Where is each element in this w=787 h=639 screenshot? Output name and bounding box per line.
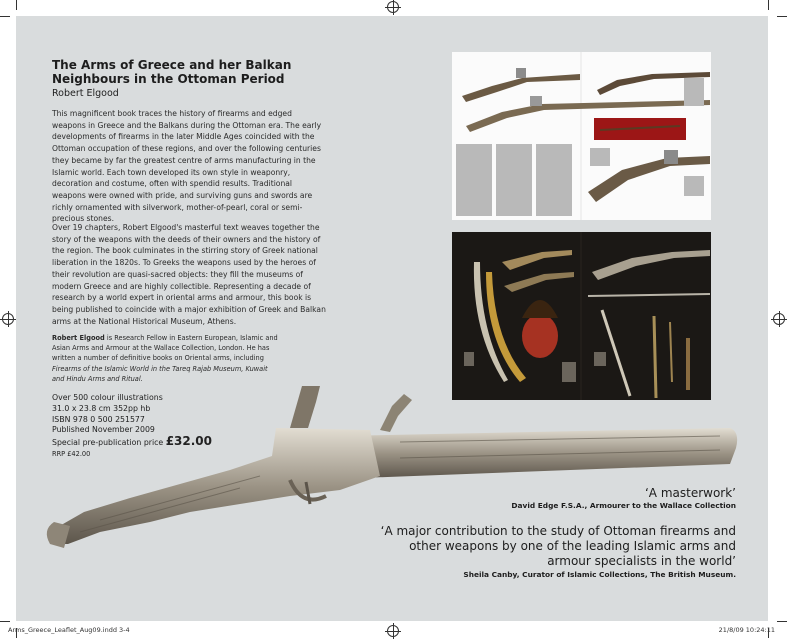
registration-mark-icon [773,313,785,325]
slug-date: 21/8/09 10:24:11 [718,626,775,634]
crop-mark [0,16,10,17]
book-title: The Arms of Greece and her Balkan Neighbours in the Ottoman Period [52,58,292,86]
spec-illustrations: Over 500 colour illustrations [52,393,163,402]
bio-text: is Research Fellow in Eastern European, Islamic and Asian Arms and Armour at the Wallace Collection, London. He has written a number of definitive books on Oriental arms, including [52,334,278,363]
sample-spread-rifles [452,52,711,220]
registration-mark-icon [387,1,399,13]
rrp-price: RRP £42.00 [52,449,91,458]
crop-mark [777,621,787,622]
bio-titles: Firearms of the Islamic World in the Tareq Rajab Museum, Kuwait and Hindu Arms and Ritual. [52,364,268,383]
description-paragraph-2: Over 19 chapters, Robert Elgood's masterful text weaves together the story of the weapons with the deeds of their owners and the history of the region. The book culminates in the stirring story of Greek national liberation in the 1820s. To Greeks the weapons used by the heroes of their revolution are quasi-sacred objects: they fill the museums of modern Greece and are highly collectible. Representing a decade of research by a world expert in oriental arms and armour, this book is being published to coincide with a major exhibition of Greek and Balkan arms at the National Historical Museum, Athens. [52,223,326,326]
price-value: £32.00 [165,434,213,449]
crop-mark [0,621,10,622]
registration-mark-icon [2,313,14,325]
spec-published: Published November 2009 [52,425,155,435]
quote-2-attribution: Sheila Canby, Curator of Islamic Collections, The British Museum. [463,570,736,579]
quote-1-attribution: David Edge F.S.A., Armourer to the Wallace Collection [511,501,736,510]
spec-size: 31.0 x 23.8 cm 352pp hb [52,403,151,413]
rifles-illustration [452,52,711,220]
crop-mark [16,0,17,10]
slug-filename: Arms_Greece_Leaflet_Aug09.indd 3-4 [8,626,130,634]
quote-1: ‘A masterwork’ [644,486,736,500]
quote-2: ‘A major contribution to the study of Ottoman firearms and other weapons by one of the leading Islamic arms and armour specialists in the world’ [380,524,736,568]
price-label: Special pre-publication price [52,438,166,448]
description-paragraph-1: This magnificent book traces the history of firearms and edged weapons in Greece and the Balkans during the Ottoman era. The early developments of firearms in the later Middle Ages coincided with the Ottoman occupation of these regions, and over the following centuries they became by far the greatest centre of arms manufacturing in the Islamic world. Each town developed its own style in weaponry, decoration and costume, often with spendid results. Traditional weapons were owned with pride, and surviving guns and swords are richly ornamented with silverwork, mother-of-pearl, coral or semi-precious stones. [52,109,322,224]
book-author: Robert Elgood [52,88,119,99]
bio-name: Robert Elgood [52,334,105,342]
crop-mark [768,0,769,10]
crop-mark [777,16,787,17]
registration-mark-icon [387,625,399,637]
spec-isbn: ISBN 978 0 500 251577 [52,414,145,424]
